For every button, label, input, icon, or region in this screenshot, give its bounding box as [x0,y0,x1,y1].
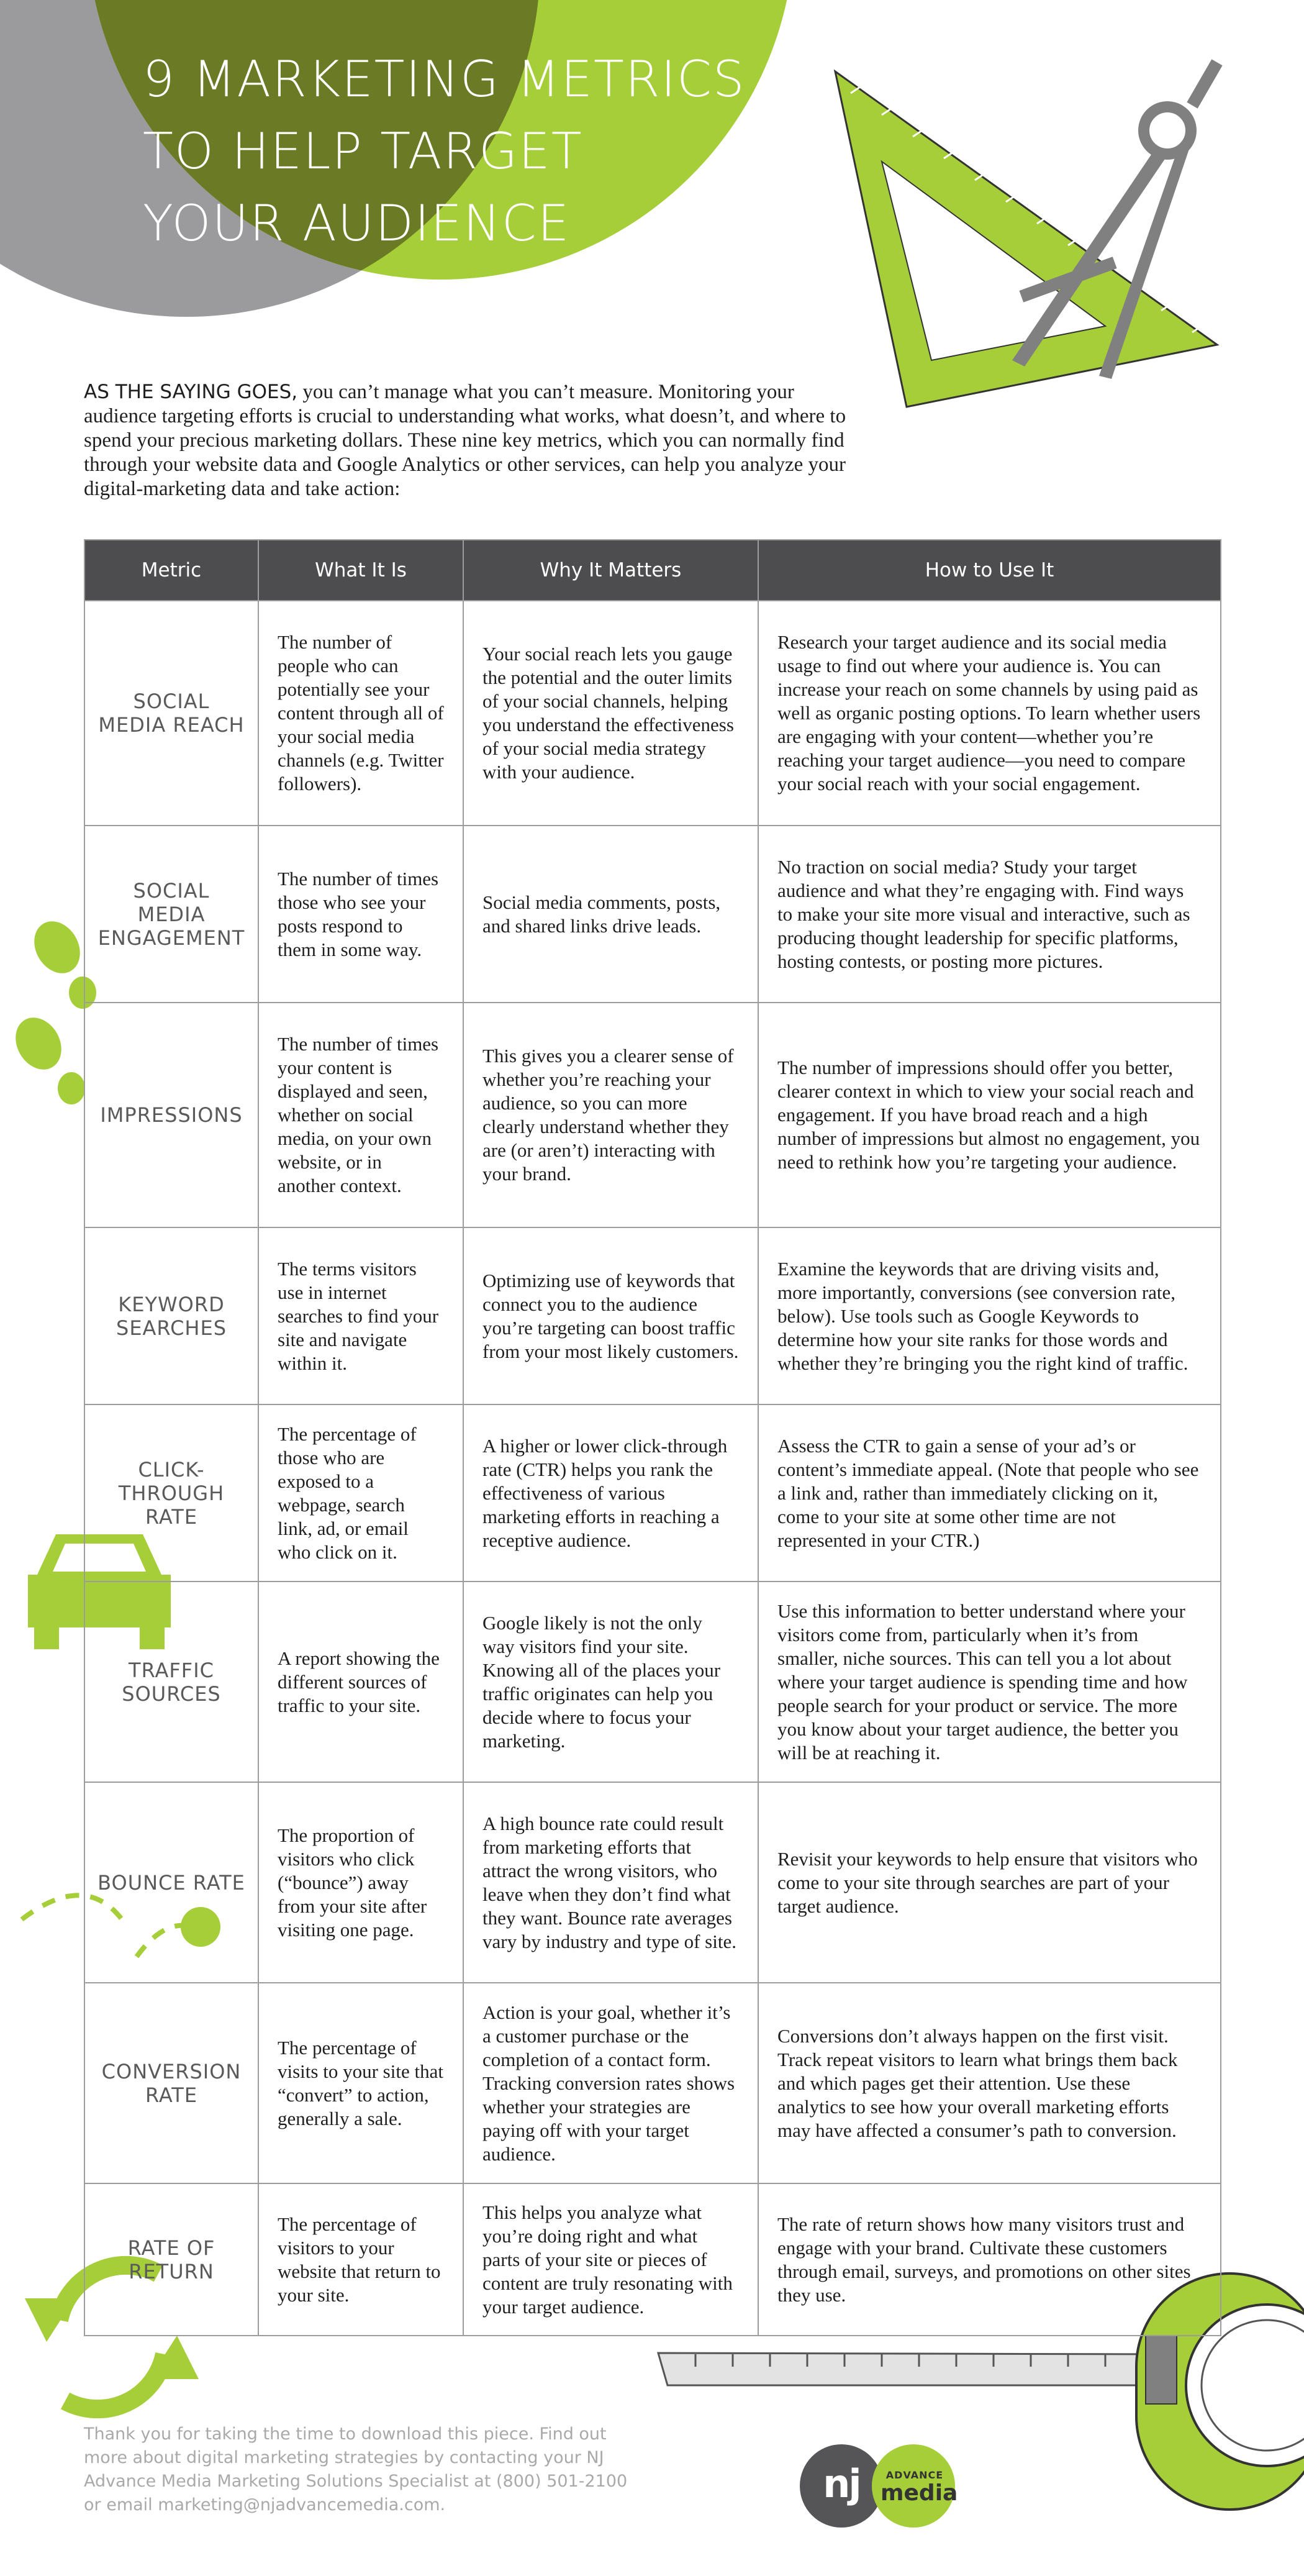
metric-what: The terms visitors use in internet searches to find your site and navigate within it. [258,1227,463,1404]
metric-how: The number of impressions should offer you better, clearer context in which to view your social reach and engagement. If you have broad reach and a high number of impressions but almost no engagement, you need to rethink how you’re targeting your audience. [758,1003,1221,1227]
metric-why: A higher or lower click-through rate (CTR) helps you rank the effectiveness of various marketing efforts in reaching a receptive audience. [463,1404,758,1582]
logo-media-text: media [881,2480,958,2506]
footprints-icon [7,913,96,1104]
metric-how: Conversions don’t always happen on the first visit. Track repeat visitors to learn what brings them back and which pages get their attention. Use these analytics to see how your overall marketing efforts may have affected a consumer’s path to conversion. [758,1983,1221,2183]
table-row [84,1227,1221,1404]
metric-how: Revisit your keywords to help ensure that visitors who come to your site through searches are part of your target audience. [758,1782,1221,1983]
metric-what: The number of people who can potentially see your content through all of your social media channels (e.g. Twitter followers). [258,601,463,826]
metric-what: The percentage of visits to your site that “convert” to action, generally a sale. [258,1983,463,2183]
column-header-metric: Metric [84,540,258,601]
metric-name: CLICK-THROUGH RATE [84,1404,258,1582]
table-row [84,601,1221,826]
footer-note: Thank you for taking the time to download this piece. Find out more about digital marketing strategies by contacting your NJ Advance Media Marketing Solutions Specialist at (800) 501-2100 or email marketing@njadvancemedia.com. [84,2424,628,2515]
logo-advance-text: ADVANCE [885,2469,944,2481]
metric-name: SOCIAL MEDIA ENGAGEMENT [84,826,258,1003]
metric-why: Google likely is not the only way visitors find your site. Knowing all of the places your traffic originates can help you decide where to focus your marketing. [463,1582,758,1782]
metric-what: The percentage of visitors to your website that return to your site. [258,2183,463,2336]
metric-why: Optimizing use of keywords that connect you to the audience you’re targeting can boost traffic from your most likely customers. [463,1227,758,1404]
metric-why: This gives you a clearer sense of whether you’re reaching your audience, so you can more clearly understand whether they are (or aren’t) interacting with your brand. [463,1003,758,1227]
title-line: 9 MARKETING METRICS [143,50,746,108]
metric-why: A high bounce rate could result from marketing efforts that attract the wrong visitors, who leave when they don’t find what they want. Bounce rate averages vary by industry and type of site. [463,1782,758,1983]
table-row [84,2183,1221,2336]
page-title [143,43,826,260]
table-header-row [84,540,1221,601]
column-header-what: What It Is [258,540,463,601]
metric-name: IMPRESSIONS [84,1003,258,1227]
intro-lead: AS THE SAYING GOES, [84,381,298,403]
logo-nj-mark: nj [800,2444,883,2528]
metric-what: The percentage of those who are exposed to a webpage, search link, ad, or email who click on it. [258,1404,463,1582]
metric-why: This helps you analyze what you’re doing right and what parts of your site or pieces of content are truly resonating with your target audience. [463,2183,758,2336]
metric-name: SOCIAL MEDIA REACH [84,601,258,826]
metric-what: The proportion of visitors who click (“bounce”) away from your site after visiting one page. [258,1782,463,1983]
column-header-why: Why It Matters [463,540,758,601]
table-row [84,1983,1221,2183]
title-line: YOUR AUDIENCE [143,194,571,252]
table-row [84,1582,1221,1782]
logo-advance-media-mark [872,2444,958,2528]
metric-how: Assess the CTR to gain a sense of your ad’s or content’s immediate appeal. (Note that people who see a link and, rather than immediately clicking on it, come to your site at some other time are not represented in your CTR.) [758,1404,1221,1582]
table-row [84,1404,1221,1582]
metric-name: TRAFFIC SOURCES [84,1582,258,1782]
metric-name: BOUNCE RATE [84,1782,258,1983]
metric-why: Social media comments, posts, and shared links drive leads. [463,826,758,1003]
metric-how: Examine the keywords that are driving visits and, more importantly, conversions (see conversion rate, below). Use tools such as Google Keywords to determine how your site ranks for those words and whether they’re bringing you the right kind of traffic. [758,1227,1221,1404]
metric-why: Action is your goal, whether it’s a customer purchase or the completion of a contact form. Tracking conversion rates shows whether your strategies are paying off with your target audience. [463,1983,758,2183]
table-row [84,826,1221,1003]
metric-how: Research your target audience and its social media usage to find out where your audience is. You can increase your reach on some channels by using paid as well as organic posting options. To learn whether users are engaging with your content—whether you’re reaching your target audience—you need to compare your social reach with your social engagement. [758,601,1221,826]
metric-name: KEYWORD SEARCHES [84,1227,258,1404]
table-row [84,1003,1221,1227]
metric-what: The number of times those who see your posts respond to them in some way. [258,826,463,1003]
metric-what: A report showing the different sources of traffic to your site. [258,1582,463,1782]
metric-how: No traction on social media? Study your target audience and what they’re engaging with. Find ways to make your site more visual and interactive, such as producing thought leadership for specific platforms, hosting contests, or posting more pictures. [758,826,1221,1003]
metric-what: The number of times your content is displayed and seen, whether on social media, on your own website, or in another context. [258,1003,463,1227]
metric-how: Use this information to better understand where your visitors come from, particularly when it’s from smaller, niche sources. This can tell you a lot about where your target audience is spending time and how people search for your product or service. The more you know about your target audience, the better you will be at reaching it. [758,1582,1221,1782]
table-row [84,1782,1221,1983]
metric-name: CONVERSION RATE [84,1983,258,2183]
metrics-table [84,539,1221,2336]
metric-name: RATE OF RETURN [84,2183,258,2336]
intro-text: you can’t manage what you can’t measure. Monitoring your audience targeting efforts is crucial to understanding what works, what doesn’t, and where to spend your precious marketing dollars. These nine key metrics, which you can normally find through your website data and Google Analytics or other services, can help you analyze your digital-marketing data and take action: [84,381,846,500]
metric-how: The rate of return shows how many visitors trust and engage with your brand. Cultivate these customers through email, surveys, and promotions on other sites they use. [758,2183,1221,2336]
intro-paragraph [84,380,848,501]
title-line: TO HELP TARGET [143,122,583,180]
nj-advance-media-logo [800,2444,974,2531]
metric-why: Your social reach lets you gauge the potential and the outer limits of your social channels, helping you understand the effectiveness of your social media strategy with your audience. [463,601,758,826]
column-header-how: How to Use It [758,540,1221,601]
